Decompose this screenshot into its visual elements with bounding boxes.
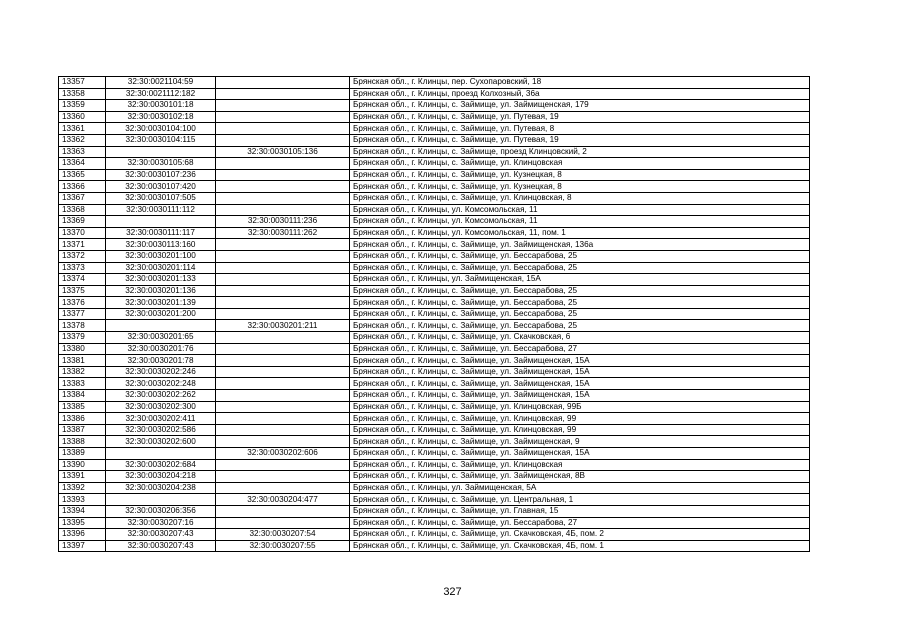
related-cadastral-number-cell bbox=[216, 204, 350, 216]
table-row bbox=[59, 343, 810, 355]
record-number-cell: 13379 bbox=[59, 332, 106, 344]
related-cadastral-number-cell bbox=[216, 459, 350, 471]
record-number-cell: 13365 bbox=[59, 169, 106, 181]
cadastral-number-cell: 32:30:0030207:43 bbox=[106, 529, 216, 541]
related-cadastral-number-cell bbox=[216, 250, 350, 262]
related-cadastral-number-cell bbox=[216, 471, 350, 483]
related-cadastral-number-cell bbox=[216, 378, 350, 390]
address-cell: Брянская обл., г. Клинцы, с. Займище, ул. Займищенская, 8В bbox=[350, 471, 810, 483]
cadastral-number-cell: 32:30:0030202:586 bbox=[106, 424, 216, 436]
cadastral-number-cell bbox=[106, 216, 216, 228]
cadastral-number-cell bbox=[106, 146, 216, 158]
address-cell: Брянская обл., г. Клинцы, с. Займище, ул. Бессарабова, 25 bbox=[350, 262, 810, 274]
record-number-cell: 13392 bbox=[59, 482, 106, 494]
address-cell: Брянская обл., г. Клинцы, с. Займище, ул. Клинцовская bbox=[350, 459, 810, 471]
table-row bbox=[59, 262, 810, 274]
cadastral-number-cell: 32:30:0030201:114 bbox=[106, 262, 216, 274]
related-cadastral-number-cell bbox=[216, 505, 350, 517]
related-cadastral-number-cell bbox=[216, 111, 350, 123]
record-number-cell: 13391 bbox=[59, 471, 106, 483]
record-number-cell: 13371 bbox=[59, 239, 106, 251]
related-cadastral-number-cell: 32:30:0030111:262 bbox=[216, 227, 350, 239]
related-cadastral-number-cell bbox=[216, 401, 350, 413]
table-row bbox=[59, 471, 810, 483]
cadastral-number-cell bbox=[106, 494, 216, 506]
cadastral-number-cell: 32:30:0030201:136 bbox=[106, 285, 216, 297]
related-cadastral-number-cell: 32:30:0030204:477 bbox=[216, 494, 350, 506]
cadastral-number-cell: 32:30:0030204:238 bbox=[106, 482, 216, 494]
related-cadastral-number-cell bbox=[216, 343, 350, 355]
related-cadastral-number-cell bbox=[216, 123, 350, 135]
record-number-cell: 13382 bbox=[59, 366, 106, 378]
address-cell: Брянская обл., г. Клинцы, с. Займище, ул. Бессарабова, 25 bbox=[350, 320, 810, 332]
table-row bbox=[59, 505, 810, 517]
related-cadastral-number-cell bbox=[216, 77, 350, 89]
related-cadastral-number-cell: 32:30:0030207:55 bbox=[216, 540, 350, 552]
address-cell: Брянская обл., г. Клинцы, с. Займище, ул. Клинцовская, 99 bbox=[350, 424, 810, 436]
address-cell: Брянская обл., г. Клинцы, с. Займище, ул. Скачковская, 6 bbox=[350, 332, 810, 344]
address-cell: Брянская обл., г. Клинцы, с. Займище, ул. Путевая, 19 bbox=[350, 111, 810, 123]
address-cell: Брянская обл., г. Клинцы, с. Займище, ул. Займищенская, 9 bbox=[350, 436, 810, 448]
cadastral-number-cell: 32:30:0030204:218 bbox=[106, 471, 216, 483]
registry-table-body bbox=[59, 77, 810, 552]
cadastral-number-cell: 32:30:0030107:420 bbox=[106, 181, 216, 193]
record-number-cell: 13397 bbox=[59, 540, 106, 552]
address-cell: Брянская обл., г. Клинцы, с. Займище, ул. Путевая, 8 bbox=[350, 123, 810, 135]
cadastral-number-cell: 32:30:0030202:248 bbox=[106, 378, 216, 390]
cadastral-number-cell: 32:30:0030113:160 bbox=[106, 239, 216, 251]
related-cadastral-number-cell bbox=[216, 158, 350, 170]
table-row bbox=[59, 181, 810, 193]
record-number-cell: 13396 bbox=[59, 529, 106, 541]
table-row bbox=[59, 111, 810, 123]
address-cell: Брянская обл., г. Клинцы, с. Займище, ул. Клинцовская, 99Б bbox=[350, 401, 810, 413]
table-row bbox=[59, 285, 810, 297]
cadastral-number-cell: 32:30:0030202:411 bbox=[106, 413, 216, 425]
related-cadastral-number-cell bbox=[216, 297, 350, 309]
related-cadastral-number-cell bbox=[216, 517, 350, 529]
record-number-cell: 13362 bbox=[59, 134, 106, 146]
related-cadastral-number-cell bbox=[216, 366, 350, 378]
table-row bbox=[59, 355, 810, 367]
record-number-cell: 13383 bbox=[59, 378, 106, 390]
address-cell: Брянская обл., г. Клинцы, с. Займище, ул. Займищенская, 15А bbox=[350, 390, 810, 402]
related-cadastral-number-cell bbox=[216, 262, 350, 274]
table-row bbox=[59, 146, 810, 158]
table-row bbox=[59, 169, 810, 181]
address-cell: Брянская обл., г. Клинцы, с. Займище, ул. Кузнецкая, 8 bbox=[350, 181, 810, 193]
table-row bbox=[59, 529, 810, 541]
cadastral-number-cell: 32:30:0030104:115 bbox=[106, 134, 216, 146]
related-cadastral-number-cell: 32:30:0030111:236 bbox=[216, 216, 350, 228]
cadastral-number-cell bbox=[106, 320, 216, 332]
address-cell: Брянская обл., г. Клинцы, пер. Сухопаровский, 18 bbox=[350, 77, 810, 89]
address-cell: Брянская обл., г. Клинцы, ул. Комсомольская, 11 bbox=[350, 216, 810, 228]
related-cadastral-number-cell: 32:30:0030202:606 bbox=[216, 448, 350, 460]
address-cell: Брянская обл., г. Клинцы, с. Займище, ул. Бессарабова, 25 bbox=[350, 250, 810, 262]
record-number-cell: 13389 bbox=[59, 448, 106, 460]
cadastral-number-cell: 32:30:0030206:356 bbox=[106, 505, 216, 517]
record-number-cell: 13378 bbox=[59, 320, 106, 332]
table-row bbox=[59, 158, 810, 170]
table-row bbox=[59, 482, 810, 494]
address-cell: Брянская обл., г. Клинцы, с. Займище, ул. Центральная, 1 bbox=[350, 494, 810, 506]
related-cadastral-number-cell bbox=[216, 274, 350, 286]
cadastral-number-cell: 32:30:0030202:684 bbox=[106, 459, 216, 471]
cadastral-number-cell: 32:30:0030201:200 bbox=[106, 308, 216, 320]
table-row bbox=[59, 216, 810, 228]
related-cadastral-number-cell bbox=[216, 192, 350, 204]
address-cell: Брянская обл., г. Клинцы, ул. Займищенская, 5А bbox=[350, 482, 810, 494]
related-cadastral-number-cell bbox=[216, 355, 350, 367]
related-cadastral-number-cell bbox=[216, 88, 350, 100]
related-cadastral-number-cell bbox=[216, 285, 350, 297]
related-cadastral-number-cell bbox=[216, 436, 350, 448]
record-number-cell: 13374 bbox=[59, 274, 106, 286]
table-row bbox=[59, 274, 810, 286]
record-number-cell: 13361 bbox=[59, 123, 106, 135]
record-number-cell: 13384 bbox=[59, 390, 106, 402]
related-cadastral-number-cell bbox=[216, 390, 350, 402]
table-row bbox=[59, 401, 810, 413]
address-cell: Брянская обл., г. Клинцы, с. Займище, ул. Скачковская, 4Б, пом. 2 bbox=[350, 529, 810, 541]
table-row bbox=[59, 123, 810, 135]
record-number-cell: 13395 bbox=[59, 517, 106, 529]
table-row bbox=[59, 100, 810, 112]
address-cell: Брянская обл., г. Клинцы, с. Займище, ул. Клинцовская, 99 bbox=[350, 413, 810, 425]
record-number-cell: 13363 bbox=[59, 146, 106, 158]
cadastral-number-cell: 32:30:0030201:76 bbox=[106, 343, 216, 355]
table-row bbox=[59, 436, 810, 448]
address-cell: Брянская обл., г. Клинцы, с. Займище, ул. Займищенская, 15А bbox=[350, 366, 810, 378]
record-number-cell: 13393 bbox=[59, 494, 106, 506]
record-number-cell: 13376 bbox=[59, 297, 106, 309]
cadastral-number-cell: 32:30:0030201:133 bbox=[106, 274, 216, 286]
cadastral-number-cell: 32:30:0030107:236 bbox=[106, 169, 216, 181]
table-row bbox=[59, 366, 810, 378]
cadastral-number-cell: 32:30:0030207:43 bbox=[106, 540, 216, 552]
address-cell: Брянская обл., г. Клинцы, с. Займище, проезд Клинцовский, 2 bbox=[350, 146, 810, 158]
record-number-cell: 13385 bbox=[59, 401, 106, 413]
cadastral-number-cell: 32:30:0030111:112 bbox=[106, 204, 216, 216]
related-cadastral-number-cell bbox=[216, 308, 350, 320]
address-cell: Брянская обл., г. Клинцы, с. Займище, ул. Кузнецкая, 8 bbox=[350, 169, 810, 181]
table-row bbox=[59, 424, 810, 436]
related-cadastral-number-cell bbox=[216, 181, 350, 193]
address-cell: Брянская обл., г. Клинцы, с. Займище, ул. Путевая, 19 bbox=[350, 134, 810, 146]
cadastral-number-cell: 32:30:0030111:117 bbox=[106, 227, 216, 239]
address-cell: Брянская обл., г. Клинцы, с. Займище, ул. Бессарабова, 25 bbox=[350, 285, 810, 297]
table-row bbox=[59, 88, 810, 100]
address-cell: Брянская обл., г. Клинцы, с. Займище, ул. Клинцовская, 8 bbox=[350, 192, 810, 204]
table-row bbox=[59, 517, 810, 529]
related-cadastral-number-cell bbox=[216, 239, 350, 251]
cadastral-number-cell: 32:30:0030201:78 bbox=[106, 355, 216, 367]
related-cadastral-number-cell bbox=[216, 134, 350, 146]
address-cell: Брянская обл., г. Клинцы, с. Займище, ул. Клинцовская bbox=[350, 158, 810, 170]
address-cell: Брянская обл., г. Клинцы, с. Займище, ул. Бессарабова, 27 bbox=[350, 343, 810, 355]
address-cell: Брянская обл., г. Клинцы, с. Займище, ул. Главная, 15 bbox=[350, 505, 810, 517]
address-cell: Брянская обл., г. Клинцы, проезд Колхозный, 36а bbox=[350, 88, 810, 100]
cadastral-number-cell: 32:30:0030202:246 bbox=[106, 366, 216, 378]
record-number-cell: 13377 bbox=[59, 308, 106, 320]
table-row bbox=[59, 448, 810, 460]
registry-table bbox=[58, 76, 810, 552]
record-number-cell: 13388 bbox=[59, 436, 106, 448]
related-cadastral-number-cell bbox=[216, 332, 350, 344]
address-cell: Брянская обл., г. Клинцы, с. Займище, ул. Займищенская, 179 bbox=[350, 100, 810, 112]
address-cell: Брянская обл., г. Клинцы, с. Займище, ул. Бессарабова, 25 bbox=[350, 308, 810, 320]
record-number-cell: 13359 bbox=[59, 100, 106, 112]
related-cadastral-number-cell: 32:30:0030207:54 bbox=[216, 529, 350, 541]
related-cadastral-number-cell: 32:30:0030201:211 bbox=[216, 320, 350, 332]
record-number-cell: 13375 bbox=[59, 285, 106, 297]
related-cadastral-number-cell bbox=[216, 482, 350, 494]
record-number-cell: 13358 bbox=[59, 88, 106, 100]
cadastral-number-cell: 32:30:0030207:16 bbox=[106, 517, 216, 529]
cadastral-number-cell: 32:30:0030201:65 bbox=[106, 332, 216, 344]
address-cell: Брянская обл., г. Клинцы, с. Займище, ул. Бессарабова, 27 bbox=[350, 517, 810, 529]
cadastral-number-cell: 32:30:0030104:100 bbox=[106, 123, 216, 135]
address-cell: Брянская обл., г. Клинцы, с. Займище, ул. Скачковская, 4Б, пом. 1 bbox=[350, 540, 810, 552]
cadastral-number-cell: 32:30:0030202:300 bbox=[106, 401, 216, 413]
record-number-cell: 13394 bbox=[59, 505, 106, 517]
cadastral-number-cell: 32:30:0021104:59 bbox=[106, 77, 216, 89]
table-row bbox=[59, 459, 810, 471]
record-number-cell: 13380 bbox=[59, 343, 106, 355]
related-cadastral-number-cell bbox=[216, 100, 350, 112]
record-number-cell: 13369 bbox=[59, 216, 106, 228]
table-row bbox=[59, 390, 810, 402]
address-cell: Брянская обл., г. Клинцы, с. Займище, ул. Займищенская, 15А bbox=[350, 355, 810, 367]
table-row bbox=[59, 227, 810, 239]
record-number-cell: 13368 bbox=[59, 204, 106, 216]
table-row bbox=[59, 413, 810, 425]
address-cell: Брянская обл., г. Клинцы, с. Займище, ул. Займищенская, 15А bbox=[350, 448, 810, 460]
record-number-cell: 13386 bbox=[59, 413, 106, 425]
record-number-cell: 13390 bbox=[59, 459, 106, 471]
record-number-cell: 13366 bbox=[59, 181, 106, 193]
table-row bbox=[59, 320, 810, 332]
address-cell: Брянская обл., г. Клинцы, с. Займище, ул. Займищенская, 136а bbox=[350, 239, 810, 251]
record-number-cell: 13364 bbox=[59, 158, 106, 170]
related-cadastral-number-cell bbox=[216, 169, 350, 181]
related-cadastral-number-cell bbox=[216, 413, 350, 425]
table-row bbox=[59, 77, 810, 89]
table-row bbox=[59, 250, 810, 262]
address-cell: Брянская обл., г. Клинцы, с. Займище, ул. Бессарабова, 25 bbox=[350, 297, 810, 309]
record-number-cell: 13373 bbox=[59, 262, 106, 274]
cadastral-number-cell bbox=[106, 448, 216, 460]
table-row bbox=[59, 297, 810, 309]
record-number-cell: 13372 bbox=[59, 250, 106, 262]
record-number-cell: 13357 bbox=[59, 77, 106, 89]
address-cell: Брянская обл., г. Клинцы, ул. Комсомольская, 11, пом. 1 bbox=[350, 227, 810, 239]
table-row bbox=[59, 494, 810, 506]
page-number: 327 bbox=[443, 586, 462, 598]
record-number-cell: 13360 bbox=[59, 111, 106, 123]
record-number-cell: 13367 bbox=[59, 192, 106, 204]
table-row bbox=[59, 308, 810, 320]
cadastral-number-cell: 32:30:0030102:18 bbox=[106, 111, 216, 123]
related-cadastral-number-cell: 32:30:0030105:136 bbox=[216, 146, 350, 158]
cadastral-number-cell: 32:30:0021112:182 bbox=[106, 88, 216, 100]
table-row bbox=[59, 332, 810, 344]
table-row bbox=[59, 540, 810, 552]
table-row bbox=[59, 378, 810, 390]
table-row bbox=[59, 239, 810, 251]
cadastral-number-cell: 32:30:0030101:18 bbox=[106, 100, 216, 112]
cadastral-number-cell: 32:30:0030202:600 bbox=[106, 436, 216, 448]
cadastral-number-cell: 32:30:0030201:100 bbox=[106, 250, 216, 262]
address-cell: Брянская обл., г. Клинцы, с. Займище, ул. Займищенская, 15А bbox=[350, 378, 810, 390]
table-row bbox=[59, 204, 810, 216]
address-cell: Брянская обл., г. Клинцы, ул. Комсомольская, 11 bbox=[350, 204, 810, 216]
table-row bbox=[59, 134, 810, 146]
cadastral-number-cell: 32:30:0030105:68 bbox=[106, 158, 216, 170]
related-cadastral-number-cell bbox=[216, 424, 350, 436]
table-row bbox=[59, 192, 810, 204]
cadastral-number-cell: 32:30:0030201:139 bbox=[106, 297, 216, 309]
cadastral-number-cell: 32:30:0030202:262 bbox=[106, 390, 216, 402]
address-cell: Брянская обл., г. Клинцы, ул. Займищенская, 15А bbox=[350, 274, 810, 286]
cadastral-number-cell: 32:30:0030107:505 bbox=[106, 192, 216, 204]
record-number-cell: 13387 bbox=[59, 424, 106, 436]
record-number-cell: 13381 bbox=[59, 355, 106, 367]
record-number-cell: 13370 bbox=[59, 227, 106, 239]
